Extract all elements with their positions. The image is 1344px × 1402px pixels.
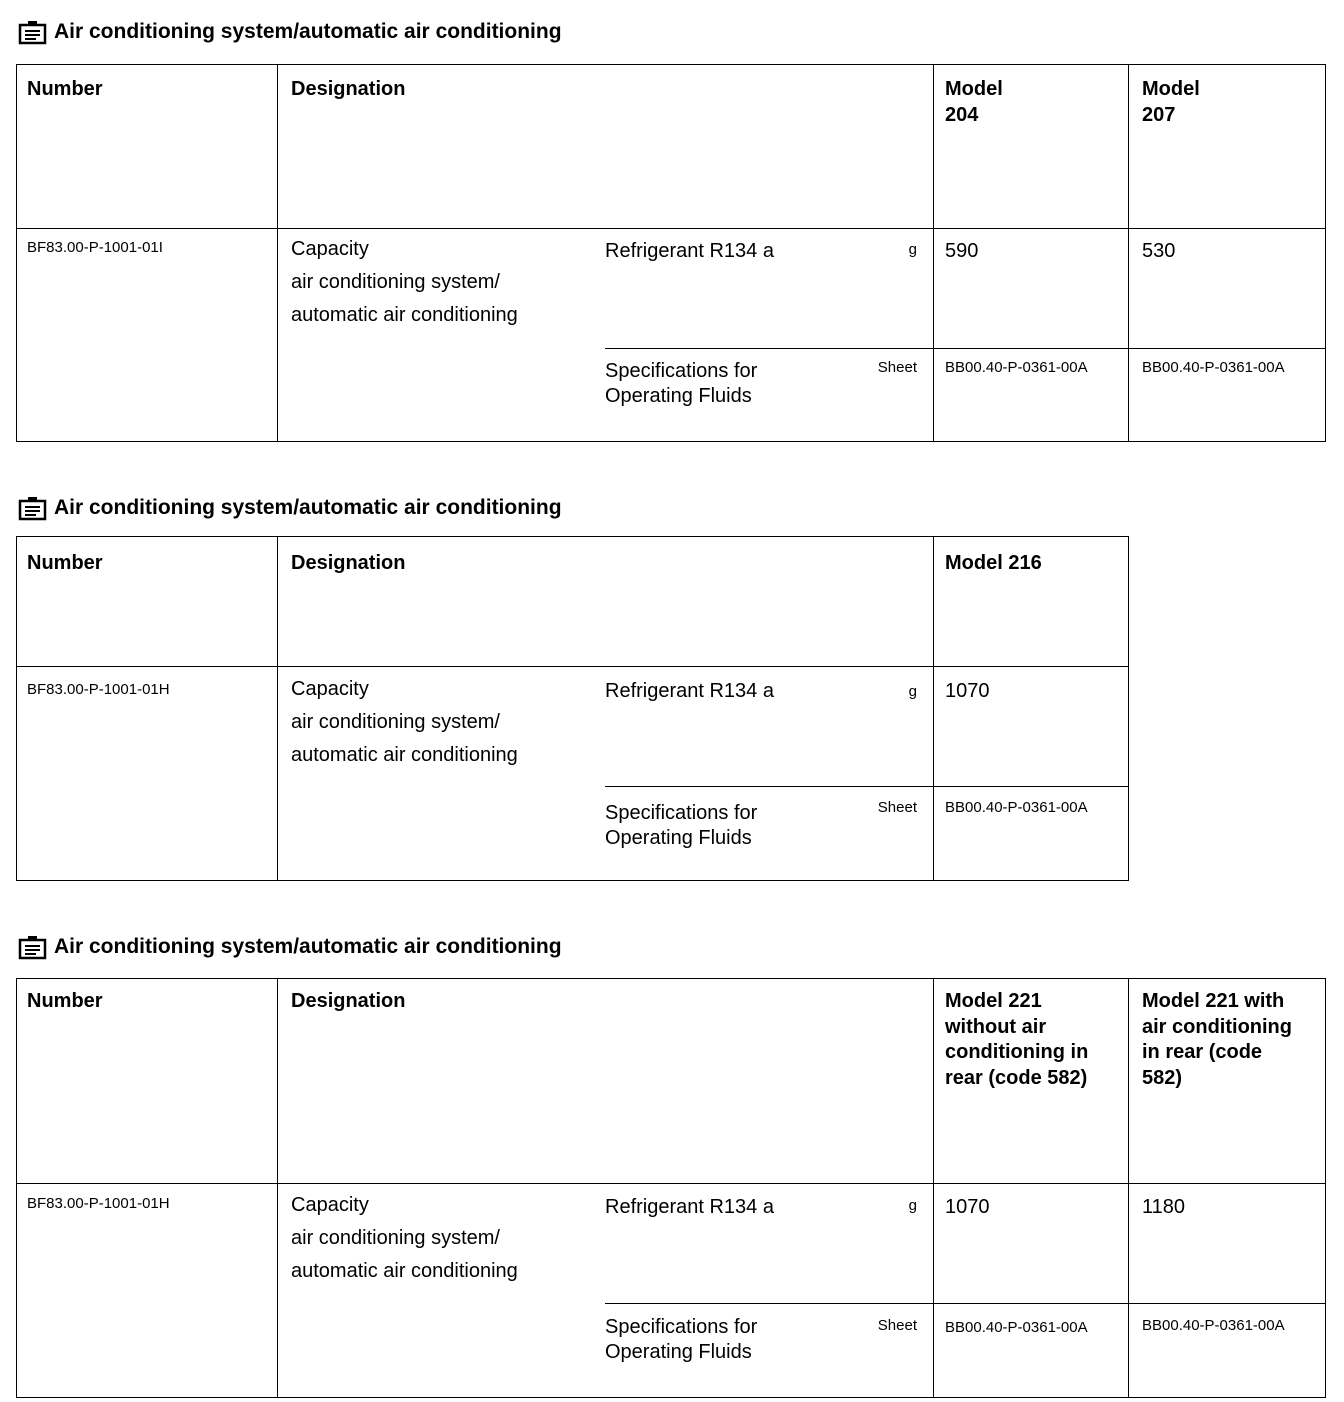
section-title-text: Air conditioning system/automatic air conditioning (54, 20, 562, 43)
row-number: BF83.00-P-1001-01H (27, 681, 170, 698)
header-model-221-with-rear: Model 221 with air conditioning in rear (code 582) (1142, 990, 1292, 1089)
section-title-text: Air conditioning system/automatic air conditioning (54, 935, 562, 958)
row-number: BF83.00-P-1001-01H (27, 1195, 170, 1212)
spec-value-204: BB00.40-P-0361-00A (945, 359, 1088, 376)
header-designation: Designation (291, 990, 406, 1012)
refrigerant-label: Refrigerant R134 a (605, 680, 774, 702)
section-3-title (18, 933, 562, 961)
spec-value-207: BB00.40-P-0361-00A (1142, 359, 1285, 376)
header-model-207: Model 207 (1142, 78, 1200, 126)
section-2-table (16, 536, 1129, 881)
header-number: Number (27, 78, 103, 100)
refrigerant-label: Refrigerant R134 a (605, 1196, 774, 1218)
section-3-table (16, 978, 1326, 1398)
refrigerant-value-207: 530 (1142, 240, 1176, 262)
header-model-221-without-rear: Model 221 without air conditioning in rear (code 582) (945, 990, 1089, 1089)
spec-value-with-rear: BB00.40-P-0361-00A (1142, 1317, 1285, 1334)
spec-unit: Sheet (877, 1317, 917, 1334)
header-model-216: Model 216 (945, 552, 1042, 574)
spec-label: Specifications for Operating Fluids (605, 1316, 758, 1363)
refrigerant-label: Refrigerant R134 a (605, 240, 774, 262)
section-1-table (16, 64, 1326, 442)
refrigerant-value-204: 590 (945, 240, 979, 262)
section-2-title (18, 494, 562, 522)
spec-label: Specifications for Operating Fluids (605, 802, 758, 849)
spec-unit: Sheet (877, 799, 917, 816)
row-designation: Capacity air conditioning system/ automatic air conditioning (291, 238, 518, 327)
row-designation: Capacity air conditioning system/ automatic air conditioning (291, 1194, 518, 1283)
refrigerant-value-216: 1070 (945, 680, 990, 702)
refrigerant-value-with-rear: 1180 (1142, 1196, 1186, 1218)
document-list-icon (18, 19, 48, 45)
spec-value-216: BB00.40-P-0361-00A (945, 799, 1088, 816)
document-list-icon (18, 934, 48, 960)
header-number: Number (27, 990, 103, 1012)
section-title-text: Air conditioning system/automatic air conditioning (54, 496, 562, 519)
header-number: Number (27, 552, 103, 574)
header-designation: Designation (291, 552, 406, 574)
row-number: BF83.00-P-1001-01I (27, 239, 163, 256)
refrigerant-unit: g (908, 683, 917, 700)
refrigerant-value-without-rear: 1070 (945, 1196, 990, 1218)
section-1-title (18, 18, 562, 46)
document-list-icon (18, 495, 48, 521)
row-designation: Capacity air conditioning system/ automatic air conditioning (291, 678, 518, 767)
header-model-204: Model 204 (945, 78, 1003, 126)
spec-label: Specifications for Operating Fluids (605, 360, 758, 407)
refrigerant-unit: g (908, 1197, 917, 1214)
spec-value-without-rear: BB00.40-P-0361-00A (945, 1319, 1088, 1336)
header-designation: Designation (291, 78, 406, 100)
refrigerant-unit: g (908, 241, 917, 258)
spec-unit: Sheet (877, 359, 917, 376)
